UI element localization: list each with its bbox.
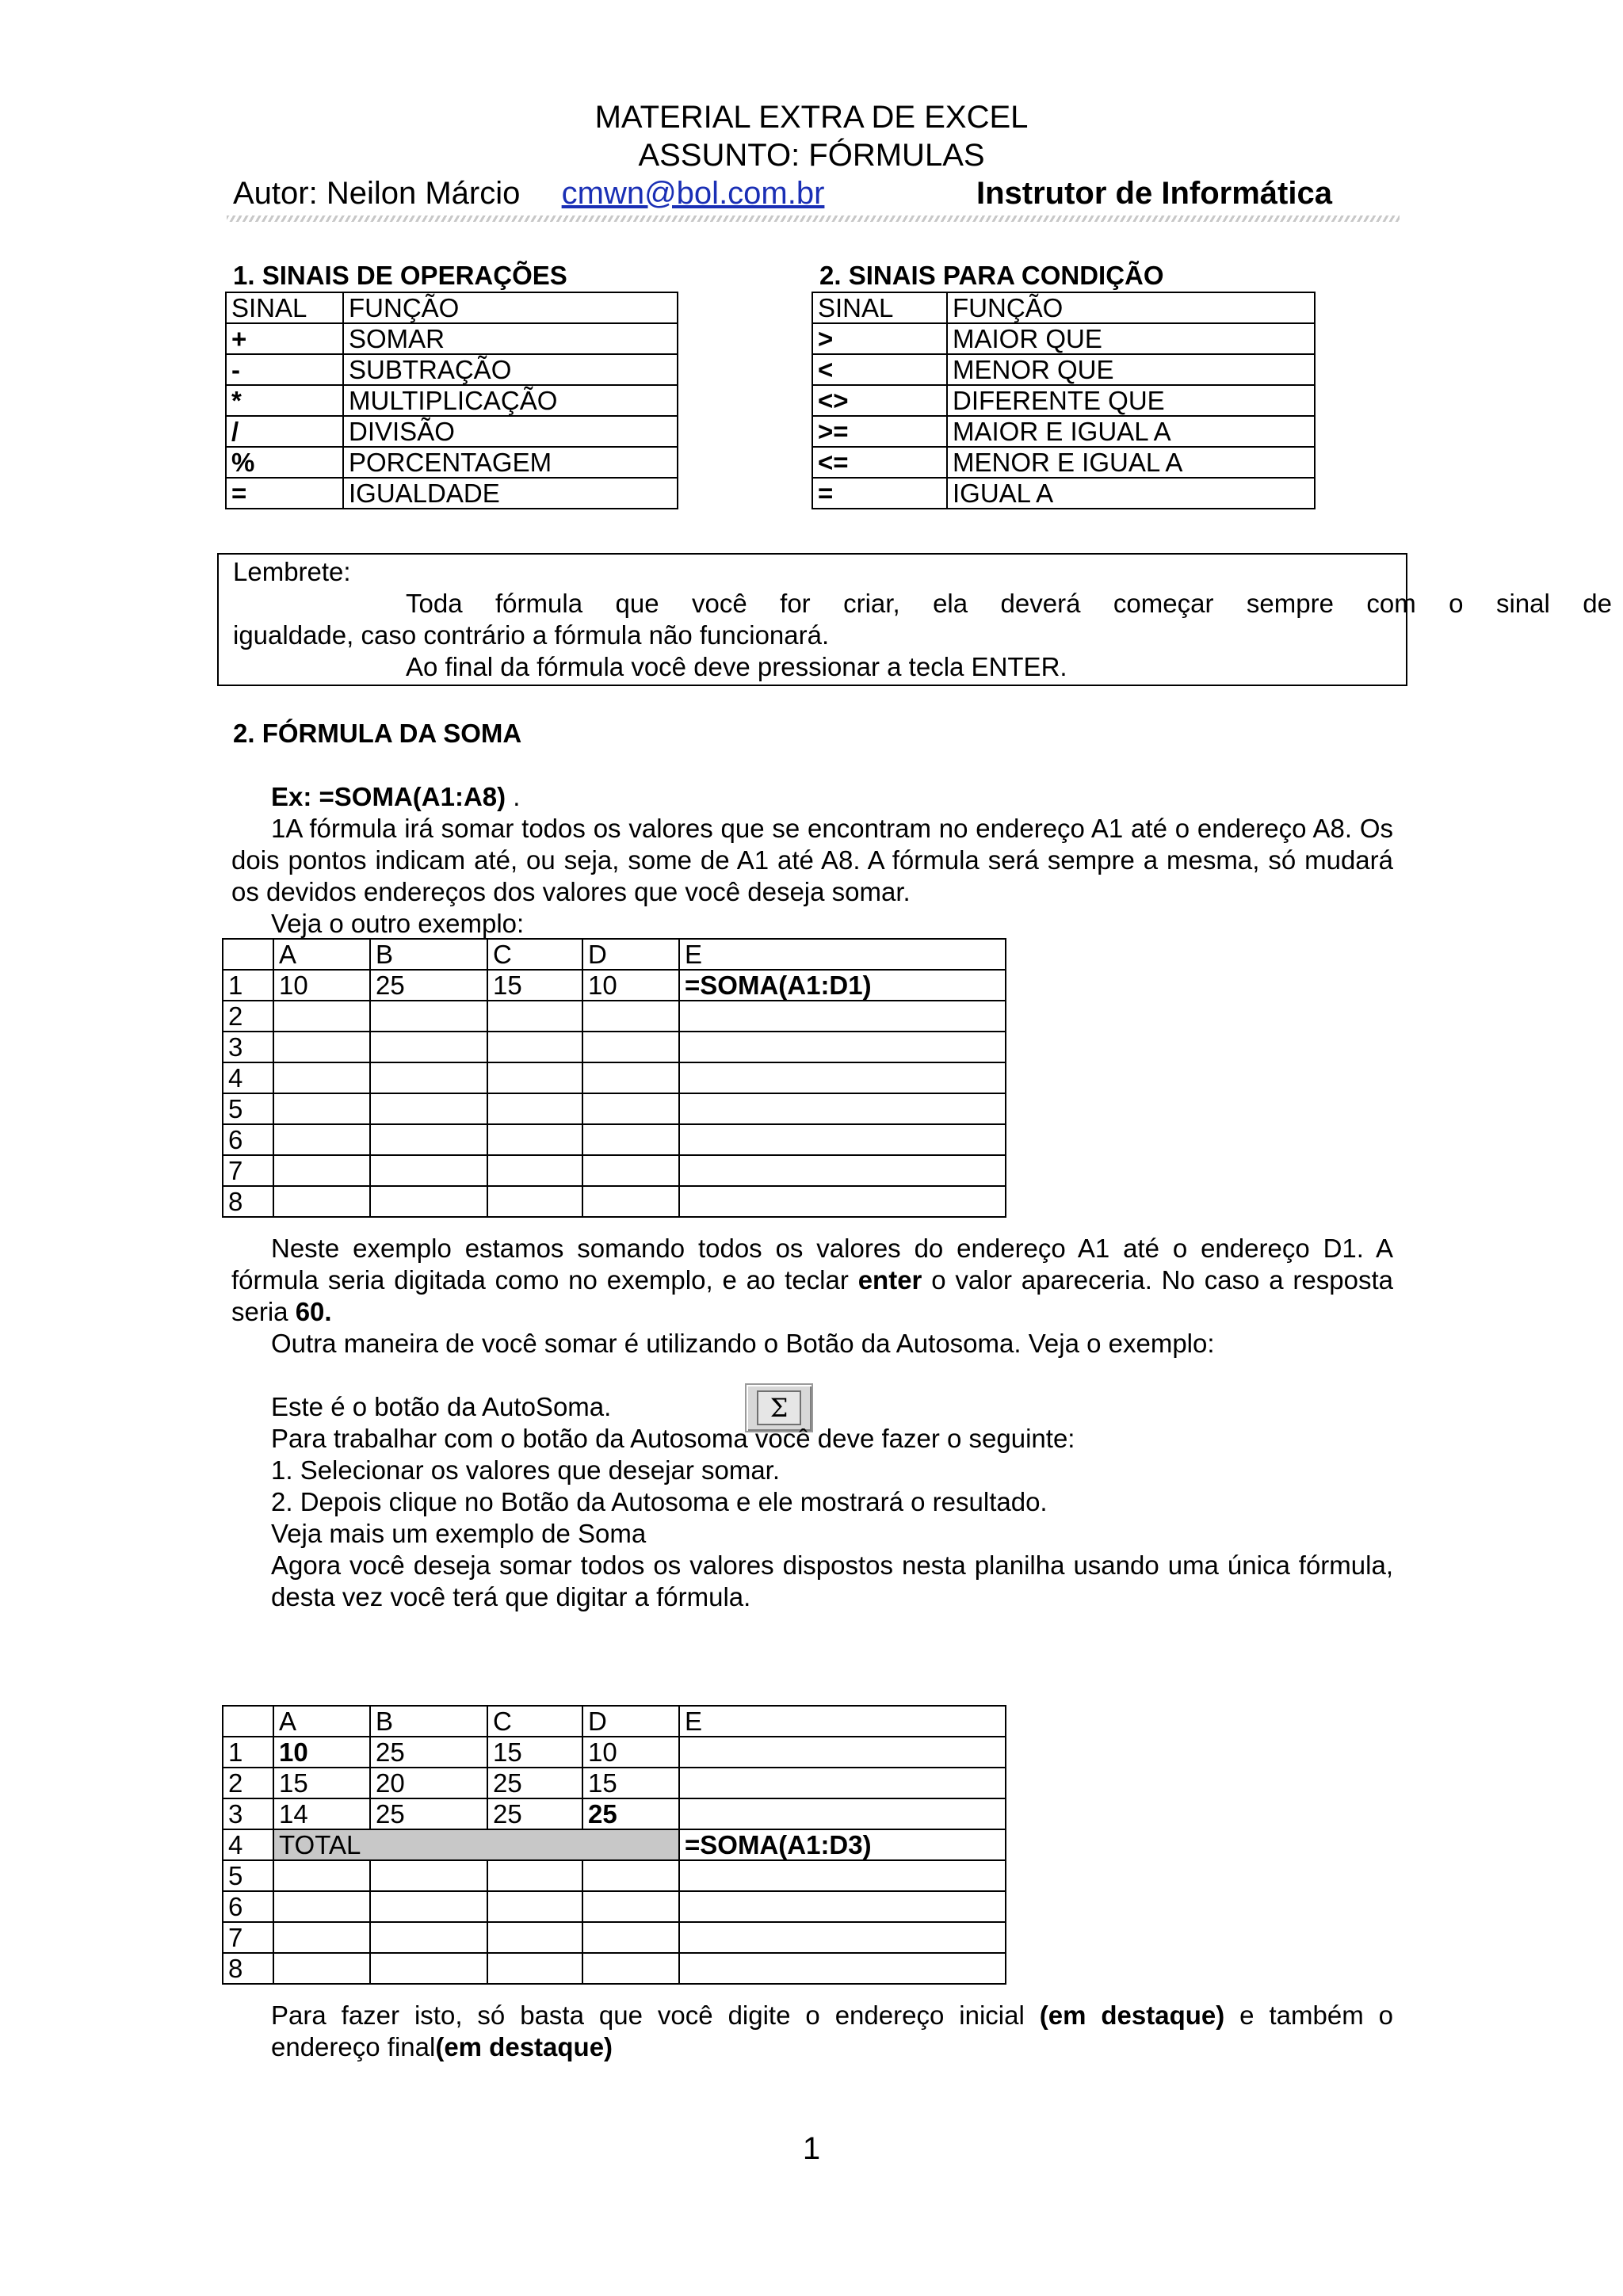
table-cell: -	[226, 354, 343, 385]
grid-cell	[273, 1860, 370, 1891]
grid-cell	[679, 1155, 1006, 1186]
grid-cell	[679, 1186, 1006, 1217]
grid-corner-cell	[223, 1706, 273, 1737]
row-header: 7	[223, 1155, 273, 1186]
grid-cell	[273, 1922, 370, 1953]
grid-cell	[679, 1860, 1006, 1891]
grid-cell: 10	[273, 970, 370, 1001]
grid-cell	[582, 1001, 679, 1032]
grid-cell	[370, 1891, 487, 1922]
grid-cell	[487, 1922, 582, 1953]
row-header: 1	[223, 1737, 273, 1768]
spreadsheet-example-1	[222, 938, 1006, 1218]
grid-cell: 25	[370, 1798, 487, 1829]
table-cell: >	[812, 323, 947, 354]
document-subject: ASSUNTO: FÓRMULAS	[638, 138, 985, 173]
author-email-link[interactable]: cmwn@bol.com.br	[561, 176, 825, 211]
section-conditions-title: 2. SINAIS PARA CONDIÇÃO	[819, 261, 1164, 290]
reminder-label: Lembrete:	[233, 557, 351, 586]
grid-cell	[273, 1124, 370, 1155]
sum-paragraph-7-highlight-a: (em destaque)	[1039, 2000, 1225, 2030]
sum-paragraph-2-result: 60.	[295, 1297, 332, 1326]
table-cell: IGUAL A	[947, 478, 1315, 509]
table-cell: MAIOR QUE	[947, 323, 1315, 354]
column-header-a: A	[273, 939, 370, 970]
grid-cell	[487, 1001, 582, 1032]
table-cell: MAIOR E IGUAL A	[947, 416, 1315, 447]
grid-cell	[582, 1032, 679, 1062]
grid-cell	[582, 1891, 679, 1922]
grid-cell	[679, 1768, 1006, 1798]
grid-cell	[582, 1093, 679, 1124]
autosum-instruction: Para trabalhar com o botão da Autosoma você deve fazer o seguinte:	[271, 1424, 1075, 1453]
row-header: 6	[223, 1124, 273, 1155]
grid-cell	[487, 1891, 582, 1922]
grid-cell	[370, 1186, 487, 1217]
column-header-b: B	[370, 1706, 487, 1737]
sum-paragraph-7-text-a: Para fazer isto, só basta que você digite o endereço inicial	[271, 2000, 1040, 2030]
table-cell: MENOR E IGUAL A	[947, 447, 1315, 478]
sum-paragraph-7-highlight-b: (em destaque)	[435, 2032, 613, 2061]
row-header: 3	[223, 1032, 273, 1062]
author-line	[233, 174, 824, 212]
row-header: 8	[223, 1953, 273, 1984]
autosum-step-1: 1. Selecionar os valores que desejar somar.	[271, 1455, 781, 1485]
sum-paragraph-6: Agora você deseja somar todos os valores dispostos nesta planilha usando uma única fórmula, desta vez você terá que digitar a fórmula.	[271, 1550, 1393, 1611]
grid-cell	[582, 1155, 679, 1186]
table-cell: PORCENTAGEM	[343, 447, 678, 478]
grid-cell	[487, 1093, 582, 1124]
grid-corner-cell	[223, 939, 273, 970]
grid-cell: 15	[273, 1768, 370, 1798]
autosum-step-2: 2. Depois clique no Botão da Autosoma e ele mostrará o resultado.	[271, 1487, 1048, 1516]
reminder-line-1	[406, 588, 1612, 620]
total-label-cell: TOTAL	[273, 1829, 679, 1860]
grid-cell	[487, 1032, 582, 1062]
sum-paragraph-2	[231, 1233, 1393, 1328]
column-header-d: D	[582, 939, 679, 970]
grid-cell	[582, 1922, 679, 1953]
table-cell: <=	[812, 447, 947, 478]
row-header: 4	[223, 1829, 273, 1860]
reminder-line-2: igualdade, caso contrário a fórmula não funcionará.	[233, 620, 830, 650]
grid-cell	[582, 1186, 679, 1217]
grid-cell	[487, 1124, 582, 1155]
grid-cell: 14	[273, 1798, 370, 1829]
table-cell: DIVISÃO	[343, 416, 678, 447]
grid-cell	[273, 1062, 370, 1093]
author-name: Autor: Neilon Márcio	[233, 176, 521, 211]
row-header: 5	[223, 1093, 273, 1124]
sum-example-formula: Ex: =SOMA(A1:A8)	[271, 782, 506, 811]
column-header-e: E	[679, 1706, 1006, 1737]
row-header: 6	[223, 1891, 273, 1922]
grid-cell	[679, 1922, 1006, 1953]
grid-cell	[679, 1953, 1006, 1984]
grid-cell	[370, 1062, 487, 1093]
row-header: 1	[223, 970, 273, 1001]
grid-cell	[679, 1032, 1006, 1062]
header-divider	[227, 215, 1400, 222]
spreadsheet-example-2	[222, 1705, 1006, 1985]
grid-cell	[273, 1093, 370, 1124]
operations-table	[225, 292, 678, 509]
table-header: FUNÇÃO	[947, 292, 1315, 323]
row-header: 2	[223, 1768, 273, 1798]
row-header: 4	[223, 1062, 273, 1093]
grid-cell	[370, 1922, 487, 1953]
grid-cell	[273, 1953, 370, 1984]
conditions-table	[812, 292, 1316, 509]
sum-example	[271, 781, 520, 813]
grid-cell	[679, 1798, 1006, 1829]
grid-cell	[582, 1062, 679, 1093]
author-role: Instrutor de Informática	[976, 176, 1332, 211]
grid-cell-formula: =SOMA(A1:D1)	[679, 970, 1006, 1001]
table-cell: >=	[812, 416, 947, 447]
grid-cell: 15	[487, 1737, 582, 1768]
autosum-caption: Este é o botão da AutoSoma.	[271, 1392, 612, 1421]
sum-paragraph-1: 1A fórmula irá somar todos os valores que se encontram no endereço A1 até o endereço A8. Os dois pontos indicam até, ou seja, some de A1 até A8. A fórmula será sempre a mesma, só mudará os devidos endereços dos valores que você deseja somar.	[231, 814, 1393, 906]
table-cell: *	[226, 385, 343, 416]
grid-cell-highlight-end: 25	[582, 1798, 679, 1829]
reminder-line-1-text: Toda fórmula que você for criar, ela deverá começar sempre com o sinal de	[406, 589, 1612, 618]
table-cell: <>	[812, 385, 947, 416]
grid-cell	[273, 1155, 370, 1186]
sum-example-suffix: .	[506, 782, 521, 811]
sum-paragraph-7-text-b: e também o endereço final	[271, 2000, 1393, 2061]
grid-cell: 25	[370, 1737, 487, 1768]
column-header-d: D	[582, 1706, 679, 1737]
grid-cell	[370, 1001, 487, 1032]
reminder-box	[217, 553, 1612, 686]
grid-cell	[582, 1860, 679, 1891]
sigma-icon: Σ	[757, 1390, 801, 1425]
grid-cell	[679, 1737, 1006, 1768]
table-cell: SOMAR	[343, 323, 678, 354]
sum-paragraph-7	[271, 2000, 1393, 2063]
grid-cell	[370, 1155, 487, 1186]
table-cell: =	[226, 478, 343, 509]
table-cell: +	[226, 323, 343, 354]
table-cell: MENOR QUE	[947, 354, 1315, 385]
grid-cell: 25	[487, 1798, 582, 1829]
table-header: SINAL	[812, 292, 947, 323]
grid-cell: 25	[487, 1768, 582, 1798]
grid-cell	[370, 1953, 487, 1984]
table-cell: /	[226, 416, 343, 447]
see-other-example: Veja o outro exemplo:	[271, 909, 525, 938]
table-cell: =	[812, 478, 947, 509]
grid-cell	[487, 1953, 582, 1984]
section-sum-title: 2. FÓRMULA DA SOMA	[233, 719, 522, 748]
row-header: 7	[223, 1922, 273, 1953]
sum-paragraph-3: Outra maneira de você somar é utilizando o Botão da Autosoma. Veja o exemplo:	[271, 1329, 1215, 1358]
grid-cell: 20	[370, 1768, 487, 1798]
table-cell: DIFERENTE QUE	[947, 385, 1315, 416]
grid-cell-highlight-start: 10	[273, 1737, 370, 1768]
grid-cell	[370, 1093, 487, 1124]
column-header-a: A	[273, 1706, 370, 1737]
grid-cell	[273, 1186, 370, 1217]
table-header: FUNÇÃO	[343, 292, 678, 323]
grid-cell: 15	[487, 970, 582, 1001]
grid-cell	[679, 1093, 1006, 1124]
another-example-intro: Veja mais um exemplo de Soma	[271, 1519, 647, 1548]
column-header-c: C	[487, 1706, 582, 1737]
grid-cell-formula: =SOMA(A1:D3)	[679, 1829, 1006, 1860]
grid-cell	[679, 1062, 1006, 1093]
grid-cell	[487, 1155, 582, 1186]
table-cell: IGUALDADE	[343, 478, 678, 509]
grid-cell	[370, 1860, 487, 1891]
table-cell: MULTIPLICAÇÃO	[343, 385, 678, 416]
column-header-b: B	[370, 939, 487, 970]
column-header-c: C	[487, 939, 582, 970]
grid-cell: 10	[582, 970, 679, 1001]
column-header-e: E	[679, 939, 1006, 970]
grid-cell	[487, 1186, 582, 1217]
grid-cell	[273, 1001, 370, 1032]
sum-paragraph-2-enter: enter	[857, 1265, 922, 1295]
grid-cell	[273, 1891, 370, 1922]
row-header: 2	[223, 1001, 273, 1032]
grid-cell: 25	[370, 970, 487, 1001]
row-header: 3	[223, 1798, 273, 1829]
grid-cell	[370, 1124, 487, 1155]
sum-paragraph-2-text-b: o valor apareceria. No caso a resposta seria	[231, 1265, 1393, 1326]
page-number: 1	[802, 2131, 821, 2166]
grid-cell	[273, 1032, 370, 1062]
grid-cell	[582, 1953, 679, 1984]
grid-cell	[679, 1124, 1006, 1155]
table-cell: <	[812, 354, 947, 385]
table-cell: %	[226, 447, 343, 478]
reminder-line-3: Ao final da fórmula você deve pressionar a tecla ENTER.	[406, 652, 1067, 681]
sum-paragraph-2-text-a: Neste exemplo estamos somando todos os valores do endereço A1 até o endereço D1. A fórmula seria digitada como no exemplo, e ao teclar	[231, 1234, 1393, 1295]
table-header: SINAL	[226, 292, 343, 323]
grid-cell: 10	[582, 1737, 679, 1768]
section-operations-title: 1. SINAIS DE OPERAÇÕES	[233, 261, 567, 290]
grid-cell	[582, 1124, 679, 1155]
grid-cell	[370, 1032, 487, 1062]
document-title: MATERIAL EXTRA DE EXCEL	[594, 100, 1029, 135]
row-header: 8	[223, 1186, 273, 1217]
row-header: 5	[223, 1860, 273, 1891]
grid-cell	[679, 1891, 1006, 1922]
grid-cell	[487, 1860, 582, 1891]
table-cell: SUBTRAÇÃO	[343, 354, 678, 385]
grid-cell	[679, 1001, 1006, 1032]
grid-cell	[487, 1062, 582, 1093]
grid-cell: 15	[582, 1768, 679, 1798]
